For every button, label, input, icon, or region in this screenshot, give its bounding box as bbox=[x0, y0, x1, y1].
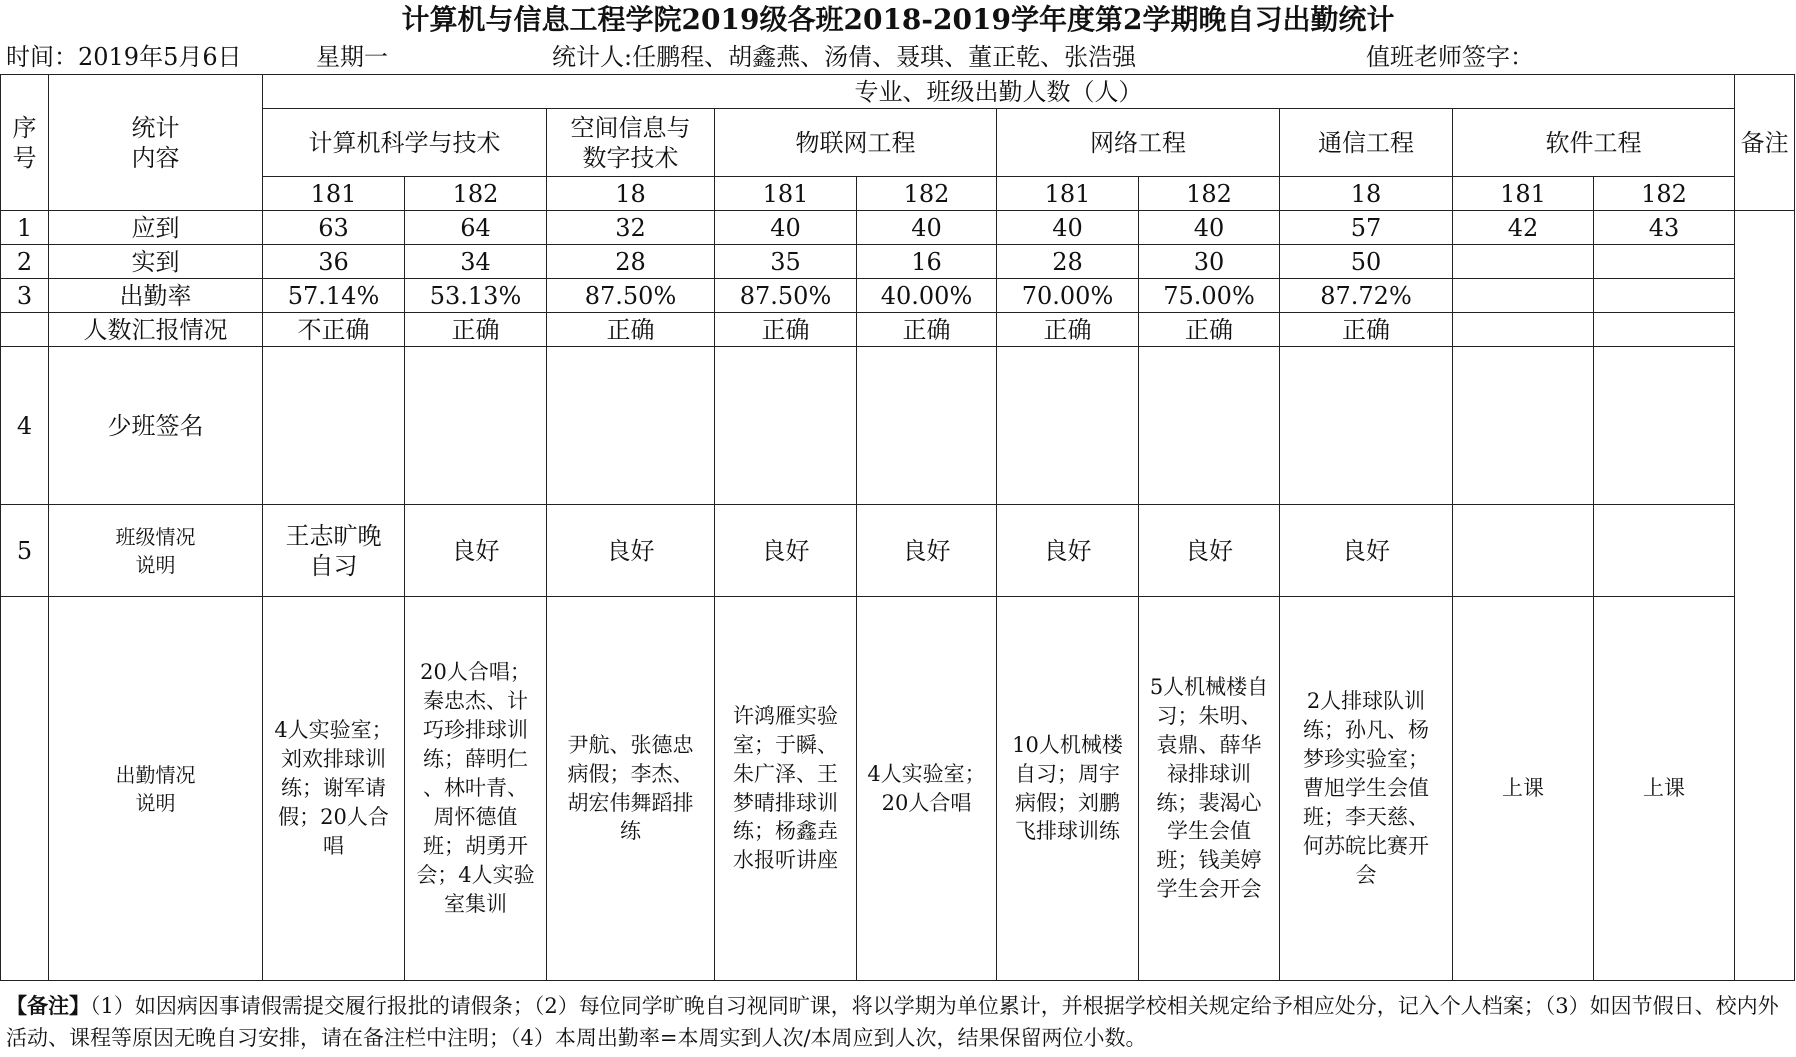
value-cell: 53.13% bbox=[405, 279, 547, 313]
value-cell bbox=[1594, 245, 1735, 279]
major-header: 空间信息与 数字技术 bbox=[547, 109, 715, 177]
value-cell: 40.00% bbox=[857, 279, 997, 313]
value-cell bbox=[1594, 279, 1735, 313]
row-seq: 5 bbox=[1, 505, 49, 597]
value-cell: 40 bbox=[857, 211, 997, 245]
row-seq: 2 bbox=[1, 245, 49, 279]
counters-label: 统计人:任鹏程、胡鑫燕、汤倩、聂琪、董正乾、张浩强 bbox=[552, 43, 1137, 71]
signature-cell bbox=[405, 347, 547, 505]
value-cell: 87.50% bbox=[715, 279, 857, 313]
row-label: 出勤情况 说明 bbox=[49, 597, 263, 981]
value-cell: 28 bbox=[997, 245, 1139, 279]
weekday-label: 星期一 bbox=[316, 43, 388, 71]
value-cell: 36 bbox=[263, 245, 405, 279]
value-cell bbox=[1594, 313, 1735, 347]
value-cell: 87.50% bbox=[547, 279, 715, 313]
attendance-note-cell: 4人实验室； 刘欢排球训 练；谢军请 假；20人合 唱 bbox=[263, 597, 405, 981]
value-cell: 75.00% bbox=[1139, 279, 1280, 313]
value-cell: 35 bbox=[715, 245, 857, 279]
row-label: 出勤率 bbox=[49, 279, 263, 313]
value-cell: 34 bbox=[405, 245, 547, 279]
class-header: 18 bbox=[547, 177, 715, 211]
major-header: 软件工程 bbox=[1453, 109, 1735, 177]
row-seq: 1 bbox=[1, 211, 49, 245]
sheet-title: 计算机与信息工程学院2019级各班2018-2019学年度第2学期晚自习出勤统计 bbox=[401, 3, 1395, 36]
class-status-cell: 良好 bbox=[405, 505, 547, 597]
value-cell: 不正确 bbox=[263, 313, 405, 347]
class-status-cell bbox=[1453, 505, 1594, 597]
content-header: 统计 内容 bbox=[49, 75, 263, 211]
signature-cell bbox=[997, 347, 1139, 505]
value-cell: 32 bbox=[547, 211, 715, 245]
class-header: 18 bbox=[1280, 177, 1453, 211]
major-header: 计算机科学与技术 bbox=[263, 109, 547, 177]
value-cell: 正确 bbox=[997, 313, 1139, 347]
major-header: 网络工程 bbox=[997, 109, 1280, 177]
class-status-cell: 良好 bbox=[1139, 505, 1280, 597]
attendance-note-cell: 许鸿雁实验 室；于瞬、 朱广泽、王 梦晴排球训 练；杨鑫垚 水报听讲座 bbox=[715, 597, 857, 981]
value-cell: 正确 bbox=[1280, 313, 1453, 347]
signature-cell bbox=[857, 347, 997, 505]
value-cell: 87.72% bbox=[1280, 279, 1453, 313]
class-header: 181 bbox=[715, 177, 857, 211]
row-label: 人数汇报情况 bbox=[49, 313, 263, 347]
class-status-cell: 王志旷晚 自习 bbox=[263, 505, 405, 597]
class-header: 182 bbox=[405, 177, 547, 211]
attendance-note-cell: 10人机械楼 自习；周宇 病假；刘鹏 飞排球训练 bbox=[997, 597, 1139, 981]
value-cell: 28 bbox=[547, 245, 715, 279]
notes: 【备注】（1）如因病因事请假需提交履行报批的请假条；（2）每位同学旷晚自习视同旷课，将以学期为单位累计，并根据学校相关规定给予相应处分，记入个人档案；（3）如因节假日、校内外活动、课程等原因无晚自习安排，请在备注栏中注明；（4）本周出勤率=本周实到人次/本周应到人次，结果保留两位小数。 bbox=[6, 993, 1779, 1050]
value-cell bbox=[1453, 279, 1594, 313]
class-status-cell bbox=[1594, 505, 1735, 597]
value-cell: 正确 bbox=[857, 313, 997, 347]
class-header: 181 bbox=[1453, 177, 1594, 211]
row-label: 少班签名 bbox=[49, 347, 263, 505]
signature-cell bbox=[547, 347, 715, 505]
signature-cell bbox=[1139, 347, 1280, 505]
attendance-note-cell: 5人机械楼自 习；朱明、 袁鼎、薛华 禄排球训 练；裴渴心 学生会值 班；钱美婷 学生会开会 bbox=[1139, 597, 1280, 981]
teacher-sign-label: 值班老师签字： bbox=[1366, 43, 1534, 71]
value-cell: 43 bbox=[1594, 211, 1735, 245]
seq-header: 序号 bbox=[1, 75, 49, 211]
value-cell: 40 bbox=[715, 211, 857, 245]
remark-header: 备注 bbox=[1735, 75, 1795, 211]
class-header: 181 bbox=[997, 177, 1139, 211]
class-status-cell: 良好 bbox=[547, 505, 715, 597]
class-header: 182 bbox=[1139, 177, 1280, 211]
attendance-note-cell: 上课 bbox=[1594, 597, 1735, 981]
class-status-cell: 良好 bbox=[1280, 505, 1453, 597]
class-status-cell: 良好 bbox=[857, 505, 997, 597]
attendance-note-cell: 尹航、张德忠 病假；李杰、 胡宏伟舞蹈排 练 bbox=[547, 597, 715, 981]
row-seq bbox=[1, 597, 49, 981]
class-header: 182 bbox=[857, 177, 997, 211]
signature-cell bbox=[715, 347, 857, 505]
attendance-note-cell: 2人排球队训 练；孙凡、杨 梦珍实验室； 曹旭学生会值 班；李天慈、 何苏皖比赛开 会 bbox=[1280, 597, 1453, 981]
major-header: 物联网工程 bbox=[715, 109, 997, 177]
class-header: 182 bbox=[1594, 177, 1735, 211]
signature-cell bbox=[1453, 347, 1594, 505]
value-cell: 40 bbox=[1139, 211, 1280, 245]
value-cell: 正确 bbox=[1139, 313, 1280, 347]
signature-cell bbox=[1280, 347, 1453, 505]
class-status-cell: 良好 bbox=[997, 505, 1139, 597]
value-cell: 57.14% bbox=[263, 279, 405, 313]
signature-cell bbox=[1594, 347, 1735, 505]
value-cell: 57 bbox=[1280, 211, 1453, 245]
value-cell: 30 bbox=[1139, 245, 1280, 279]
row-seq bbox=[1, 313, 49, 347]
major-header: 通信工程 bbox=[1280, 109, 1453, 177]
notes-prefix: 【备注】 bbox=[6, 993, 90, 1018]
value-cell: 70.00% bbox=[997, 279, 1139, 313]
value-cell: 正确 bbox=[547, 313, 715, 347]
value-cell: 64 bbox=[405, 211, 547, 245]
row-seq: 3 bbox=[1, 279, 49, 313]
value-cell: 16 bbox=[857, 245, 997, 279]
value-cell: 40 bbox=[997, 211, 1139, 245]
value-cell: 正确 bbox=[715, 313, 857, 347]
row-seq: 4 bbox=[1, 347, 49, 505]
class-header: 181 bbox=[263, 177, 405, 211]
attendance-note-cell: 上课 bbox=[1453, 597, 1594, 981]
value-cell: 正确 bbox=[405, 313, 547, 347]
attendance-note-cell: 20人合唱； 秦忠杰、计 巧珍排球训 练；薛明仁 、林叶青、 周怀德值 班；胡勇开 会；4人实验 室集训 bbox=[405, 597, 547, 981]
value-cell bbox=[1453, 313, 1594, 347]
attendance-note-cell: 4人实验室； 20人合唱 bbox=[857, 597, 997, 981]
row-label: 实到 bbox=[49, 245, 263, 279]
date-label: 时间：2019年5月6日 bbox=[6, 43, 242, 71]
signature-cell bbox=[263, 347, 405, 505]
value-cell: 63 bbox=[263, 211, 405, 245]
remark-cell bbox=[1735, 211, 1795, 981]
row-label: 班级情况 说明 bbox=[49, 505, 263, 597]
attendance-table bbox=[0, 74, 1795, 981]
value-cell bbox=[1453, 245, 1594, 279]
value-cell: 50 bbox=[1280, 245, 1453, 279]
class-status-cell: 良好 bbox=[715, 505, 857, 597]
group-header: 专业、班级出勤人数（人） bbox=[263, 75, 1735, 109]
value-cell: 42 bbox=[1453, 211, 1594, 245]
row-label: 应到 bbox=[49, 211, 263, 245]
